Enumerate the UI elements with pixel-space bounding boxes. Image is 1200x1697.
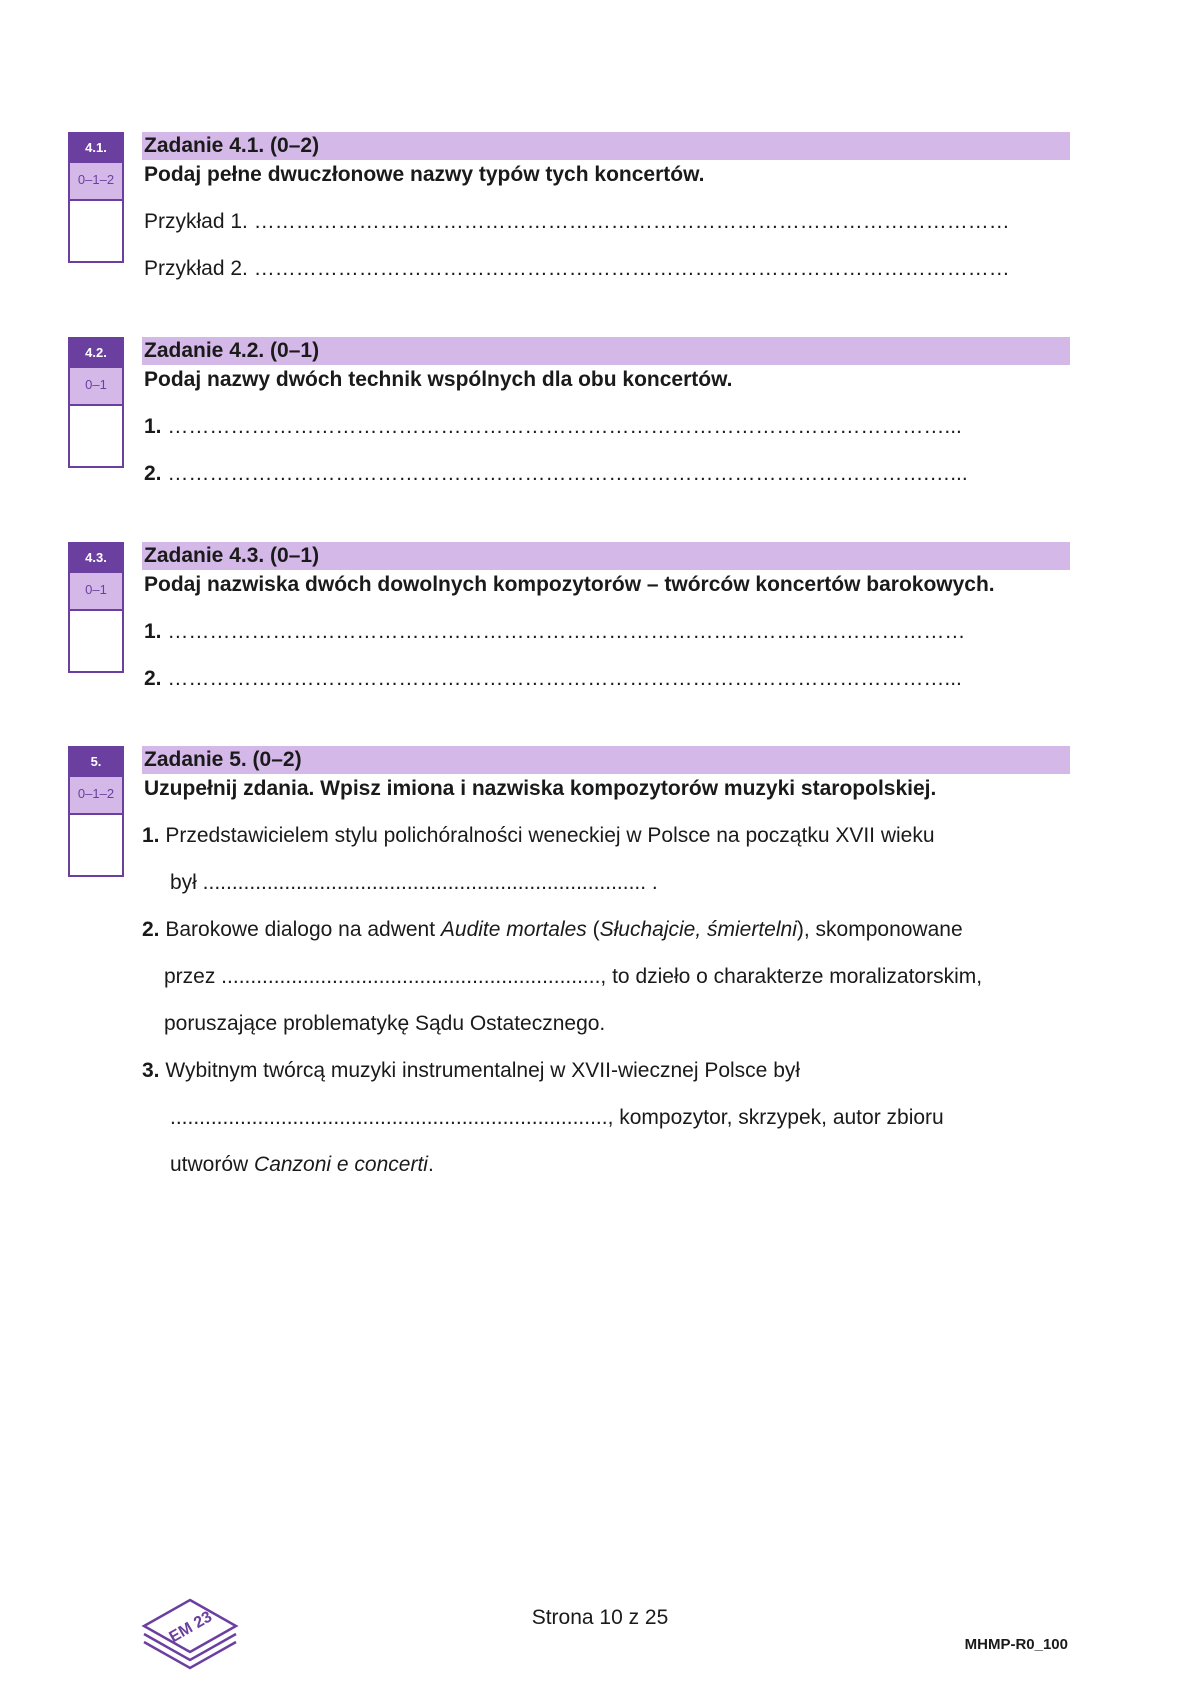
answer-label: 1.: [144, 415, 162, 438]
task-instruction: Uzupełnij zdania. Wpisz imiona i nazwiska kompozytorów muzyki staropolskiej.: [144, 777, 937, 800]
answer-dots: …………………………………………………………………………………………………...: [167, 667, 962, 690]
document-code: MHMP-R0_100: [964, 1636, 1068, 1653]
logo-text: EM 23: [166, 1608, 216, 1647]
score-field[interactable]: [70, 815, 122, 875]
sentence-text: był ............................................................................ .: [170, 871, 658, 894]
sentence-3: [142, 1045, 1070, 1096]
answer-line[interactable]: [142, 196, 1070, 247]
task-content: [142, 337, 1070, 499]
sentence-number: 3.: [142, 1059, 160, 1082]
sentence-text: przez ................................................................., to dzieło o charakterze moralizatorskim,: [164, 965, 983, 988]
task-number: 4.1.: [70, 134, 122, 161]
answer-line[interactable]: [142, 653, 1070, 704]
score-box: [68, 132, 124, 263]
task-title: Zadanie 4.3. (0–1): [142, 542, 1070, 570]
answer-line[interactable]: [142, 243, 1070, 294]
sentence-italic: Canzoni e concerti: [254, 1153, 428, 1176]
answer-label: Przykład 2.: [144, 257, 248, 280]
sentence-text: poruszające problematykę Sądu Ostatecznego.: [164, 1012, 606, 1035]
answer-dots: ………………………………………………………………………………………………: [253, 210, 1010, 233]
task-content: [142, 746, 1070, 1190]
answer-label: 1.: [144, 620, 162, 643]
score-field[interactable]: [70, 611, 122, 671]
answer-dots: ………………………………………………………………………………………………: [253, 257, 1010, 280]
sentence-3-end: [142, 1139, 1070, 1190]
answer-label: 2.: [144, 462, 162, 485]
sentence-1-blank[interactable]: [142, 857, 1070, 908]
sentence-number: 1.: [142, 824, 160, 847]
score-range: 0–1: [70, 571, 122, 611]
sentence-number: 2.: [142, 918, 160, 941]
page-number: Strona 10 z 25: [531, 1606, 669, 1629]
task-number: 5.: [70, 748, 122, 775]
answer-dots: ……………………………………………………………………………………………….…...: [167, 462, 968, 485]
sentence-italic: Słuchajcie, śmiertelni: [599, 918, 797, 941]
score-box: [68, 746, 124, 877]
sentence-italic: Audite mortales: [440, 918, 587, 941]
answer-label: Przykład 1.: [144, 210, 248, 233]
sentence-text: Przedstawicielem stylu polichóralności weneckiej w Polsce na początku XVII wieku: [165, 824, 935, 847]
score-field[interactable]: [70, 406, 122, 466]
task-number: 4.2.: [70, 339, 122, 366]
answer-line[interactable]: [142, 448, 1070, 499]
score-range: 0–1–2: [70, 161, 122, 201]
answer-dots: …………………………………………………………………………………………………...: [167, 415, 962, 438]
sentence-text: .: [427, 1153, 434, 1176]
task-instruction: Podaj nazwy dwóch technik wspólnych dla obu koncertów.: [144, 368, 733, 391]
task-number: 4.3.: [70, 544, 122, 571]
sentence-1: [142, 810, 1070, 861]
answer-line[interactable]: [142, 401, 1070, 452]
sentence-text: utworów: [170, 1153, 255, 1176]
sentence-3-blank[interactable]: [142, 1092, 1070, 1143]
answer-label: 2.: [144, 667, 162, 690]
score-box: [68, 542, 124, 673]
sentence-2-blank[interactable]: [142, 951, 1070, 1002]
answer-dots: ……………………………………………………………………………………………………: [167, 620, 966, 643]
task-instruction: Podaj nazwiska dwóch dowolnych kompozytorów – twórców koncertów barokowych.: [144, 573, 995, 596]
sentence-text: ..........................................................................., kompozytor, skrzypek, autor zbioru: [170, 1106, 944, 1129]
task-title: Zadanie 5. (0–2): [142, 746, 1070, 774]
sentence-2: [142, 904, 1070, 955]
answer-line[interactable]: [142, 606, 1070, 657]
task-title: Zadanie 4.1. (0–2): [142, 132, 1070, 160]
score-box: [68, 337, 124, 468]
sentence-text: (: [586, 918, 600, 941]
score-field[interactable]: [70, 201, 122, 261]
task-instruction: Podaj pełne dwuczłonowe nazwy typów tych koncertów.: [144, 163, 705, 186]
sentence-text: Barokowe dialogo na adwent: [165, 918, 441, 941]
score-range: 0–1: [70, 366, 122, 406]
score-range: 0–1–2: [70, 775, 122, 815]
task-content: [142, 542, 1070, 704]
sentence-text: ), skomponowane: [796, 918, 963, 941]
sentence-2-end: [142, 998, 1070, 1049]
task-title: Zadanie 4.2. (0–1): [142, 337, 1070, 365]
task-content: [142, 132, 1070, 294]
sentence-text: Wybitnym twórcą muzyki instrumentalnej w XVII-wiecznej Polsce był: [165, 1059, 801, 1082]
